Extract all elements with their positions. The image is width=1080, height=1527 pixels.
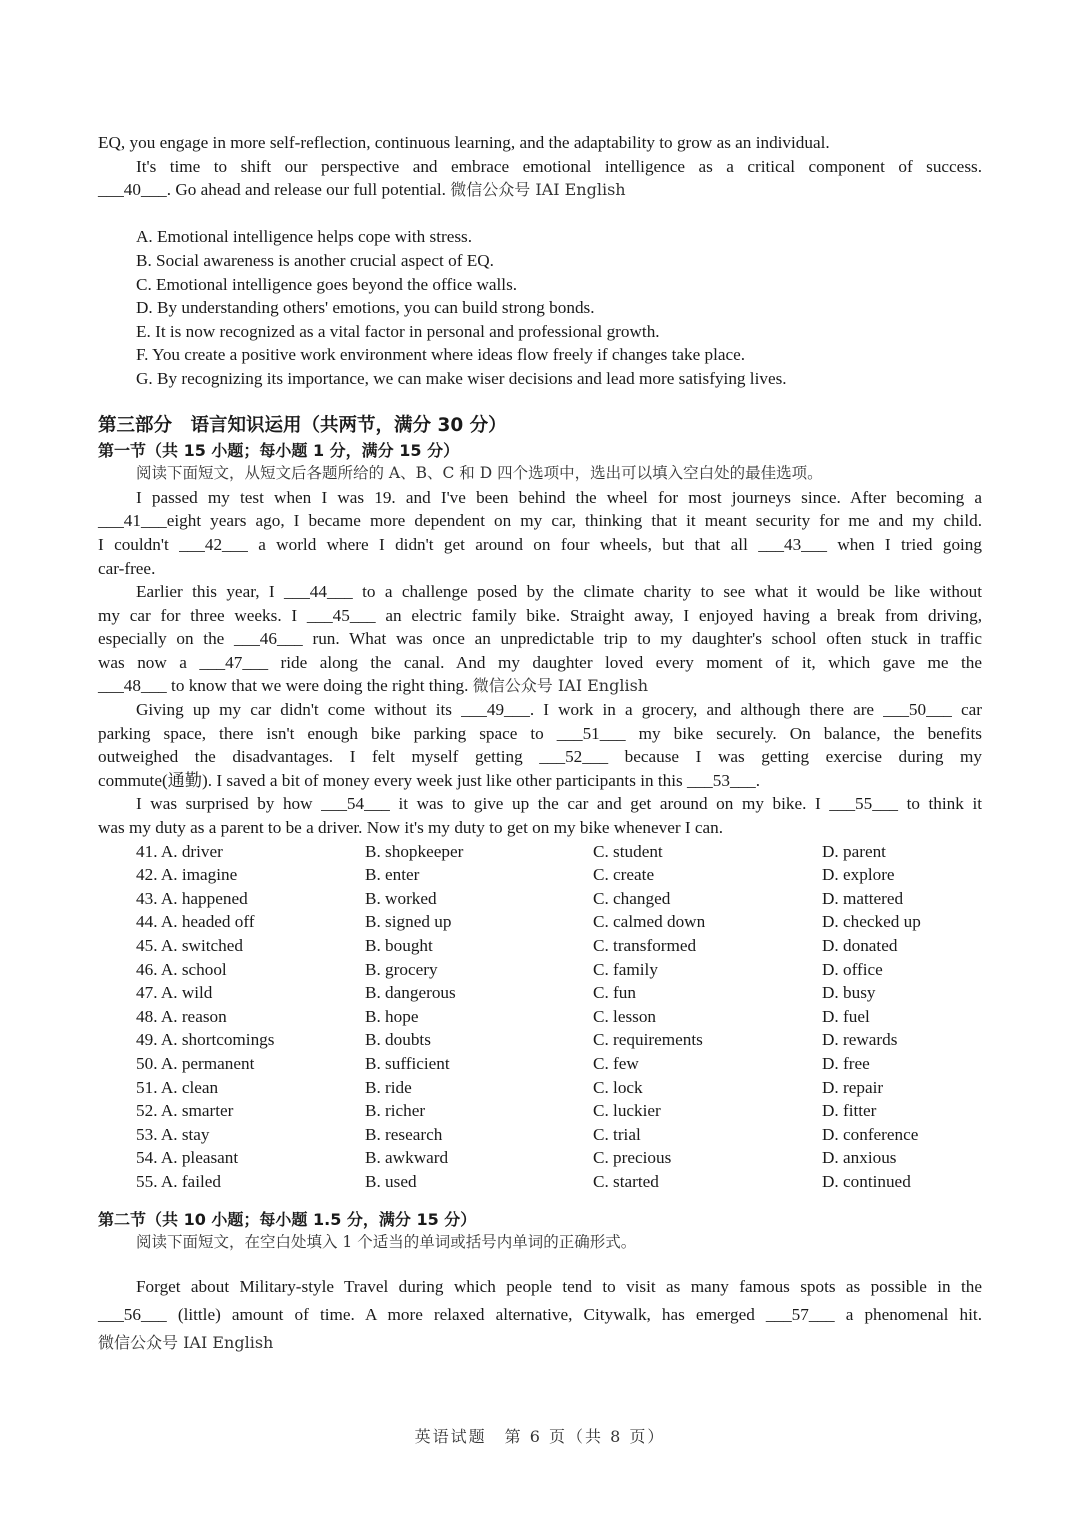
choice-46-d: D. office — [822, 959, 883, 979]
page-footer: 英语试题 第 6 页（共 8 页） — [414, 1427, 666, 1446]
choice-51-b: B. ride — [365, 1077, 412, 1097]
choice-43-c: C. changed — [593, 888, 671, 908]
choice-53-b: B. research — [365, 1124, 443, 1144]
watermark: 微信公众号 IAI English — [472, 676, 649, 696]
watermark: 微信公众号 IAI English — [98, 1332, 274, 1352]
choice-52-a: 52. A. smarter — [136, 1101, 234, 1121]
choice-53-c: C. trial — [593, 1124, 641, 1144]
choice-54-d: D. anxious — [822, 1148, 897, 1168]
option-b: B. Social awareness is another crucial aspect of EQ. — [136, 250, 494, 270]
option-d: D. By understanding others' emotions, you can build strong bonds. — [136, 298, 595, 318]
choice-53-d: D. conference — [822, 1124, 919, 1144]
choice-51-a: 51. A. clean — [136, 1077, 219, 1097]
choice-47-a: 47. A. wild — [136, 983, 213, 1003]
watermark: 微信公众号 IAI English — [450, 180, 626, 200]
choice-55-b: B. used — [365, 1171, 417, 1191]
passage-line: I was surprised by how ___54___ it was to give up the car and get around on my bike. I ___55___ to think it — [136, 794, 982, 814]
passage-line: my car for three weeks. I ___45___ an electric family bike. Straight away, I enjoyed having a break from driving, — [98, 605, 982, 625]
choice-44-a: 44. A. headed off — [136, 912, 255, 932]
passage-line: ___56___ (little) amount of time. A more relaxed alternative, Citywalk, has emerged ___57___ a phenomenal hit. — [98, 1304, 982, 1324]
choice-47-b: B. dangerous — [365, 983, 456, 1003]
passage-line: especially on the ___46___ run. What was once an unpredictable trip to my daughter's school often stuck in traffic — [98, 629, 982, 649]
choice-45-a: 45. A. switched — [136, 936, 243, 955]
passage-line: Giving up my car didn't come without its ___49___. I work in a grocery, and although there are ___50___ car — [136, 700, 982, 720]
choice-43-a: 43. A. happened — [136, 888, 248, 908]
choice-41-b: B. shopkeeper — [365, 841, 464, 861]
choice-45-b: B. bought — [365, 936, 433, 955]
passage-line: car-free. — [98, 558, 156, 578]
passage-line: outweighed the disadvantages. I felt myself getting ___52___ because I was getting exercise during my — [98, 747, 982, 767]
choice-45-d: D. donated — [822, 936, 898, 955]
choice-55-d: D. continued — [822, 1171, 911, 1191]
passage-line — [98, 674, 982, 698]
passage-line: I passed my test when I was 19. and I've been behind the wheel for most journeys since. After becoming a — [136, 487, 982, 507]
choice-47-d: D. busy — [822, 983, 876, 1003]
choice-42-d: D. explore — [822, 865, 895, 885]
option-e: E. It is now recognized as a vital factor in personal and professional growth. — [136, 321, 660, 341]
choice-50-d: D. free — [822, 1053, 870, 1073]
choice-46-c: C. family — [593, 959, 658, 979]
choice-54-a: 54. A. pleasant — [136, 1148, 239, 1168]
choice-41-d: D. parent — [822, 841, 886, 861]
passage-line: It's time to shift our perspective and embrace emotional intelligence as a critical component of success. — [136, 156, 982, 176]
passage-line: parking space, there isn't enough bike parking space to ___51___ my bike securely. On balance, the benefits — [98, 723, 982, 743]
cloze-passage — [98, 486, 982, 840]
previous-passage — [98, 131, 982, 202]
choice-43-d: D. mattered — [822, 888, 904, 908]
part3-title: 第三部分 语言知识运用（共两节，满分 30 分） — [98, 414, 507, 436]
choice-44-c: C. calmed down — [593, 912, 706, 932]
choice-47-c: C. fun — [593, 983, 636, 1003]
choice-53-a: 53. A. stay — [136, 1124, 210, 1144]
passage-text: ___48___ to know that we were doing the right thing. — [98, 676, 473, 696]
exam-page — [98, 131, 982, 1357]
choice-46-b: B. grocery — [365, 959, 438, 979]
choice-54-c: C. precious — [593, 1148, 672, 1168]
choice-41-c: C. student — [593, 841, 663, 861]
choice-48-d: D. fuel — [822, 1006, 870, 1026]
section2-title: 第二节（共 10 小题；每小题 1.5 分，满分 15 分） — [98, 1209, 477, 1229]
option-g: G. By recognizing its importance, we can make wiser decisions and lead more satisfying lives. — [136, 368, 787, 388]
option-c: C. Emotional intelligence goes beyond the office walls. — [136, 274, 518, 294]
passage-line: was my duty as a parent to be a driver. Now it's my duty to get on my bike whenever I can. — [98, 818, 724, 838]
passage-line: I couldn't ___42___ a world where I didn't get around on four wheels, but that all ___43___ when I tried going — [98, 534, 982, 554]
choice-50-a: 50. A. permanent — [136, 1053, 255, 1073]
blank-40: ___40___ — [98, 180, 167, 200]
choice-50-b: B. sufficient — [365, 1053, 450, 1073]
passage-line — [98, 178, 982, 202]
choice-49-c: C. requirements — [593, 1030, 703, 1050]
choice-42-a: 42. A. imagine — [136, 865, 238, 885]
choice-52-c: C. luckier — [593, 1101, 661, 1121]
choice-52-b: B. richer — [365, 1101, 426, 1121]
choice-49-d: D. rewards — [822, 1030, 898, 1050]
choice-41-a: 41. A. driver — [136, 841, 223, 861]
passage-line: EQ, you engage in more self-reflection, continuous learning, and the adaptability to grow as an individual. — [98, 133, 830, 152]
option-f: F. You create a positive work environment where ideas flow freely if changes take place. — [136, 345, 746, 365]
choice-48-a: 48. A. reason — [136, 1006, 227, 1026]
choice-50-c: C. few — [593, 1053, 639, 1073]
section1-title: 第一节（共 15 小题；每小题 1 分，满分 15 分） — [98, 440, 460, 460]
choice-52-d: D. fitter — [822, 1101, 877, 1121]
cloze-choices — [98, 840, 982, 1194]
choice-46-a: 46. A. school — [136, 959, 227, 979]
choice-48-b: B. hope — [365, 1006, 419, 1026]
passage-line: Earlier this year, I ___44___ to a challenge posed by the climate charity to see what it would be like without — [136, 582, 982, 602]
choice-42-b: B. enter — [365, 865, 420, 885]
choice-45-c: C. transformed — [593, 936, 697, 955]
choice-51-c: C. lock — [593, 1077, 643, 1097]
choice-54-b: B. awkward — [365, 1148, 449, 1168]
choice-42-c: C. create — [593, 865, 655, 885]
choice-48-c: C. lesson — [593, 1006, 657, 1026]
choice-44-b: B. signed up — [365, 912, 452, 932]
option-a: A. Emotional intelligence helps cope with stress. — [136, 227, 473, 247]
choice-49-b: B. doubts — [365, 1030, 431, 1050]
section1-instruction: 阅读下面短文，从短文后各题所给的 A、B、C 和 D 四个选项中，选出可以填入空白处的最佳选项。 — [136, 464, 823, 483]
passage-line: commute(通勤). I saved a bit of money every week just like other participants in this ___53___. — [98, 770, 761, 790]
choice-49-a: 49. A. shortcomings — [136, 1030, 275, 1050]
choice-51-d: D. repair — [822, 1077, 884, 1097]
passage-line: ___41___eight years ago, I became more dependent on my car, thinking that it meant security for me and my child. — [98, 511, 982, 531]
passage-text: . Go ahead and release our full potential. — [166, 180, 451, 200]
choice-43-b: B. worked — [365, 888, 437, 908]
section2-instruction: 阅读下面短文，在空白处填入 1 个适当的单词或括号内单词的正确形式。 — [136, 1233, 637, 1252]
choice-55-c: C. started — [593, 1171, 659, 1191]
seven-choice-options — [98, 225, 982, 390]
passage-line: Forget about Military-style Travel during which people tend to visit as many famous spots as possible in the — [136, 1276, 982, 1296]
choice-55-a: 55. A. failed — [136, 1171, 221, 1191]
choice-44-d: D. checked up — [822, 912, 921, 932]
passage-line: was now a ___47___ ride along the canal. And my daughter loved every moment of it, which gave me the — [98, 652, 982, 672]
